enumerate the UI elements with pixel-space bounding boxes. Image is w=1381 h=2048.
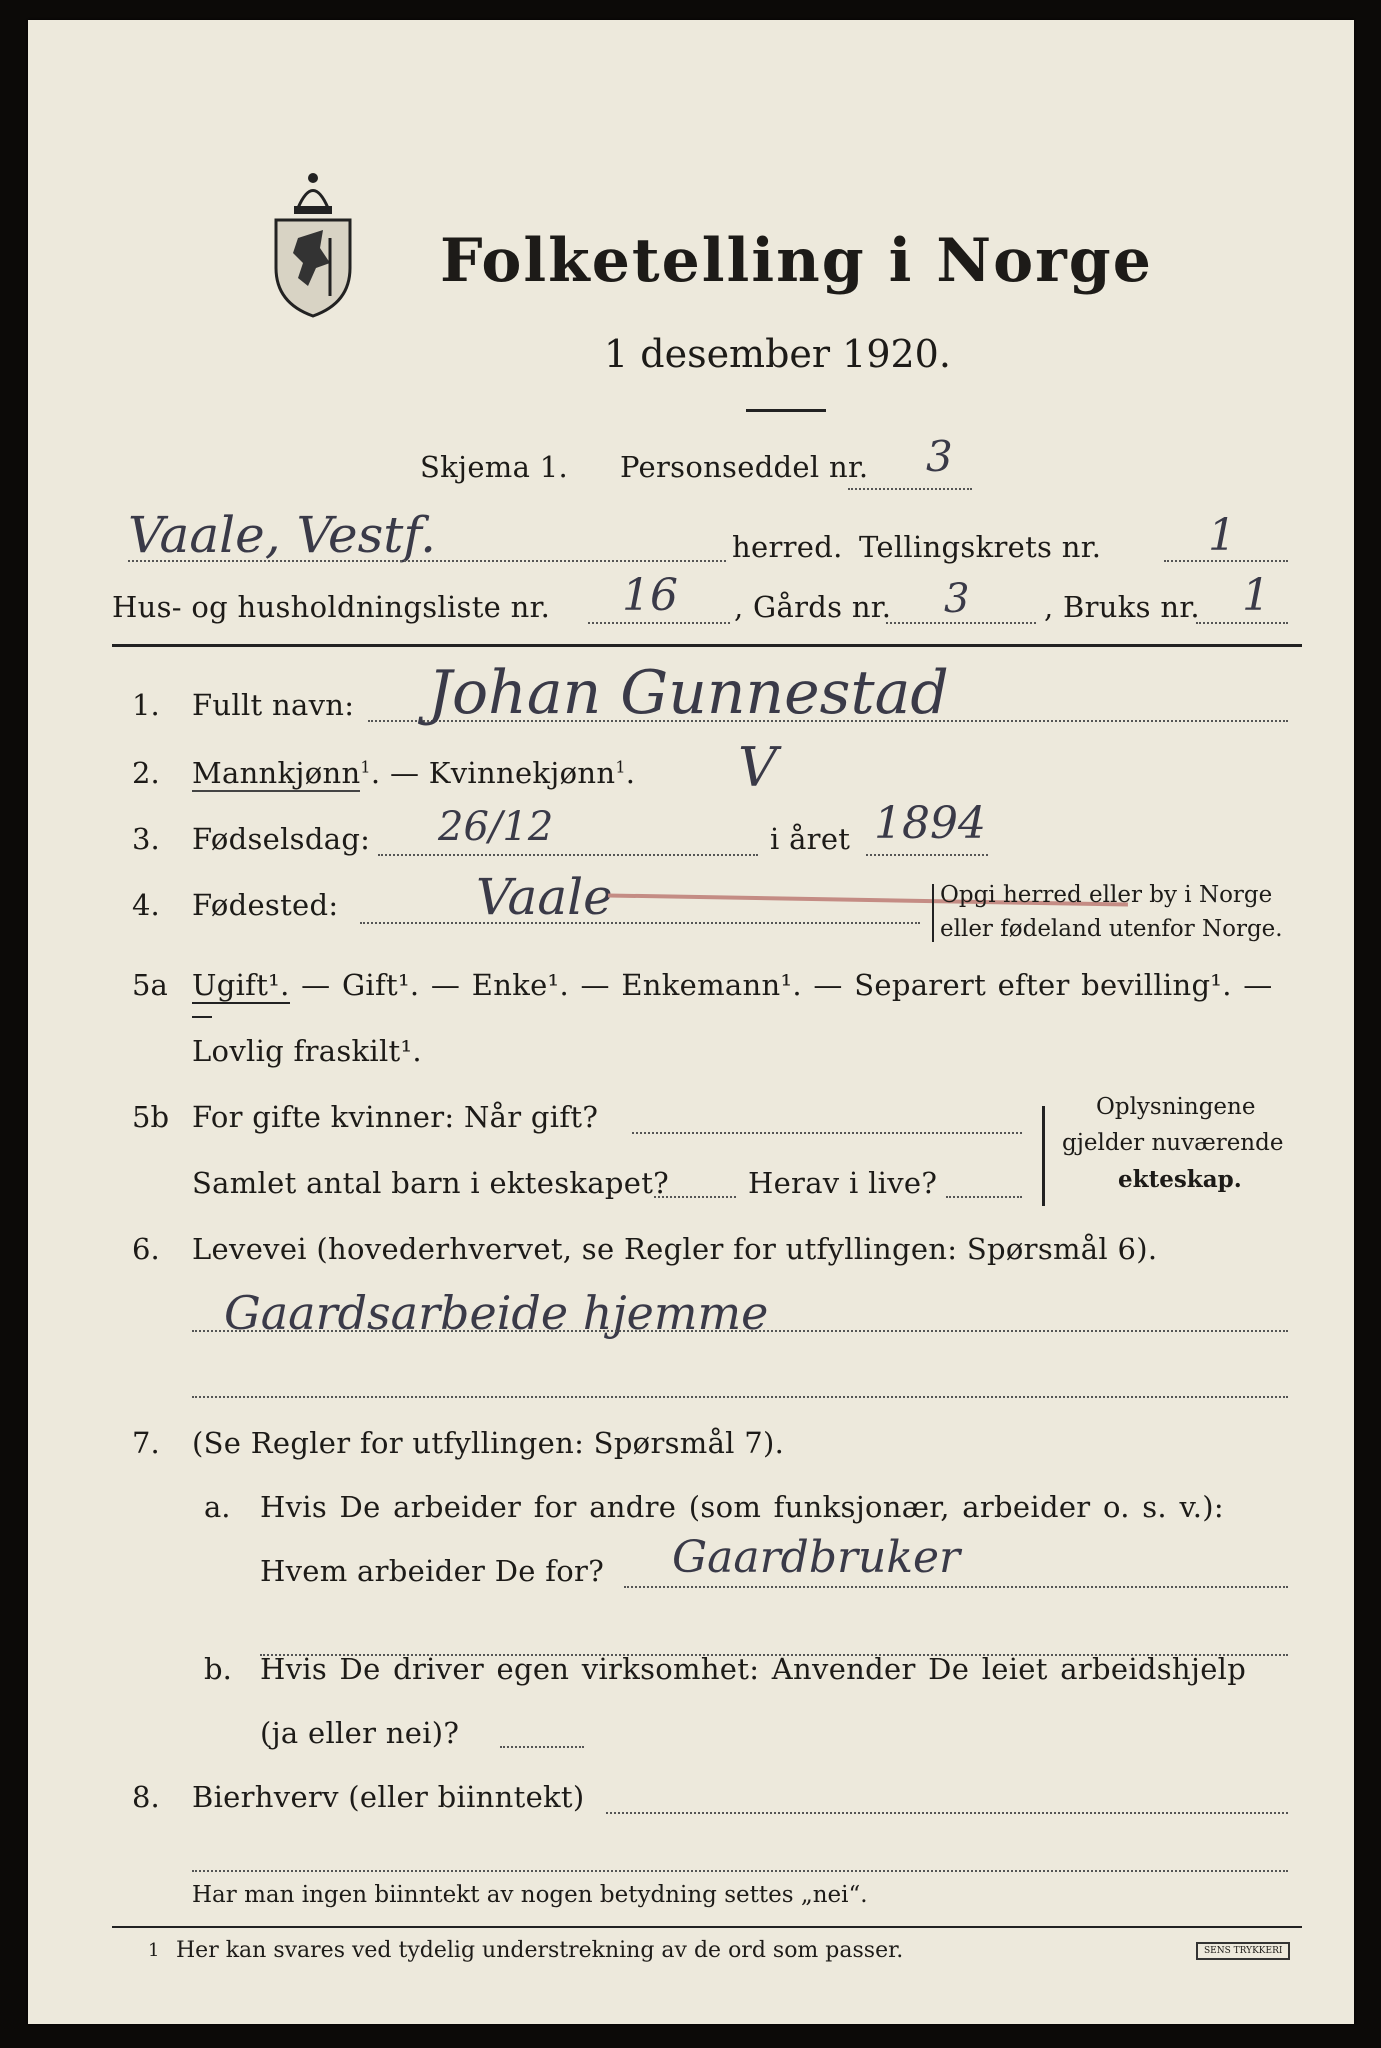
herav-i-live-label: Herav i live?: [748, 1166, 938, 1200]
fodested-value: Vaale: [476, 868, 613, 926]
bruks-label: , Bruks nr.: [1044, 590, 1200, 624]
form-title: Folketelling i Norge: [440, 226, 1153, 296]
husholdningsliste-label: Hus- og husholdningsliste nr.: [112, 590, 551, 624]
fodested-note-line2: eller fødeland utenfor Norge.: [940, 916, 1283, 942]
i-aret-label: i året: [770, 822, 851, 856]
bruks-value: 1: [1242, 570, 1270, 621]
q7a-number: a.: [204, 1490, 231, 1524]
husholdningsliste-value: 16: [622, 570, 678, 621]
ugift-underline: [192, 1002, 290, 1004]
skjema-label: Skjema 1.: [420, 450, 568, 484]
title-divider: [746, 409, 826, 412]
herred-label: herred.: [732, 530, 843, 564]
ekteskap-note-line2: gjelder nuværende: [1062, 1130, 1284, 1156]
q3-number: 3.: [132, 822, 160, 856]
lovlig-fraskilt-option: Lovlig fraskilt¹.: [192, 1034, 422, 1068]
q7b-number: b.: [204, 1652, 232, 1686]
fodested-label: Fødested:: [192, 888, 339, 922]
census-form: [28, 20, 1354, 2024]
q1-number: 1.: [132, 688, 160, 722]
tellingskrets-label: Tellingskrets nr.: [859, 530, 1102, 564]
q5b-number: 5b: [132, 1100, 170, 1134]
footer-rule: [112, 1926, 1302, 1928]
q7b-line2: (ja eller nei)?: [260, 1716, 460, 1750]
kjonn-options: Mannkjønn$^1$. — Kvinnekjønn$^1$.: [192, 756, 636, 790]
q8-number: 8.: [132, 1780, 160, 1814]
ekteskap-note-line3: ekteskap.: [1118, 1166, 1242, 1193]
gards-value: 3: [944, 576, 970, 622]
ekteskap-note-line1: Oplysningene: [1096, 1094, 1256, 1120]
footnote-text: Her kan svares ved tydelig understrekning av de ord som passer.: [176, 1938, 904, 1963]
birth-year-value: 1894: [874, 798, 986, 849]
kjonn-mark: V: [738, 736, 777, 799]
q7-label: (Se Regler for utfyllingen: Spørsmål 7).: [192, 1426, 785, 1460]
coat-of-arms-icon: [268, 168, 358, 318]
personseddel-label: Personseddel nr.: [620, 450, 869, 484]
fodselsdag-label: Fødselsdag:: [192, 822, 371, 856]
kvinnekjonn-option: Kvinnekjønn: [428, 756, 616, 790]
fodested-note-line1: Opgi herred eller by i Norge: [940, 882, 1273, 908]
fodselsdag-value: 26/12: [438, 804, 554, 850]
footnote-mark: 1: [148, 1940, 160, 1961]
q5a-number: 5a: [132, 968, 168, 1002]
arbeidsgiver-value: Gaardbruker: [672, 1532, 961, 1583]
q7a-line1: Hvis De arbeider for andre (som funksjonær, arbeider o. s. v.):: [260, 1490, 1224, 1524]
census-date: 1 desember 1920.: [604, 332, 951, 376]
naar-gift-label: For gifte kvinner: Når gift?: [192, 1100, 599, 1134]
q6-number: 6.: [132, 1232, 160, 1266]
herred-value: Vaale, Vestf.: [128, 506, 436, 564]
personseddel-value: 3: [926, 432, 953, 481]
brace-icon: [1042, 1106, 1045, 1206]
bierhverv-label: Bierhverv (eller biinntekt): [192, 1780, 585, 1814]
fullt-navn-label: Fullt navn:: [192, 688, 355, 722]
levevei-value: Gaardsarbeide hjemme: [224, 1286, 769, 1340]
fullt-navn-value: Johan Gunnestad: [428, 658, 949, 728]
q7b-line1: Hvis De driver egen virksomhet: Anvender De leiet arbeidshjelp: [260, 1652, 1247, 1686]
tellingskrets-value: 1: [1208, 510, 1236, 561]
sivilstand-options: Ugift¹. — Gift¹. — Enke¹. — Enkemann¹. — Separert efter bevilling¹. —: [192, 968, 1273, 1002]
printer-stamp: SENS TRYKKERI: [1196, 1942, 1290, 1960]
gards-label: , Gårds nr.: [734, 590, 892, 624]
levevei-label: Levevei (hovederhvervet, se Regler for utfyllingen: Spørsmål 6).: [192, 1232, 1158, 1266]
header-rule: [112, 644, 1302, 647]
mannkjonn-option: Mannkjønn: [192, 756, 361, 790]
q7a-line2: Hvem arbeider De for?: [260, 1554, 605, 1588]
q4-number: 4.: [132, 888, 160, 922]
q2-number: 2.: [132, 756, 160, 790]
q7-number: 7.: [132, 1426, 160, 1460]
biinntekt-note: Har man ingen biinntekt av nogen betydning settes „nei“.: [192, 1882, 868, 1908]
antal-barn-label: Samlet antal barn i ekteskapet?: [192, 1166, 669, 1200]
